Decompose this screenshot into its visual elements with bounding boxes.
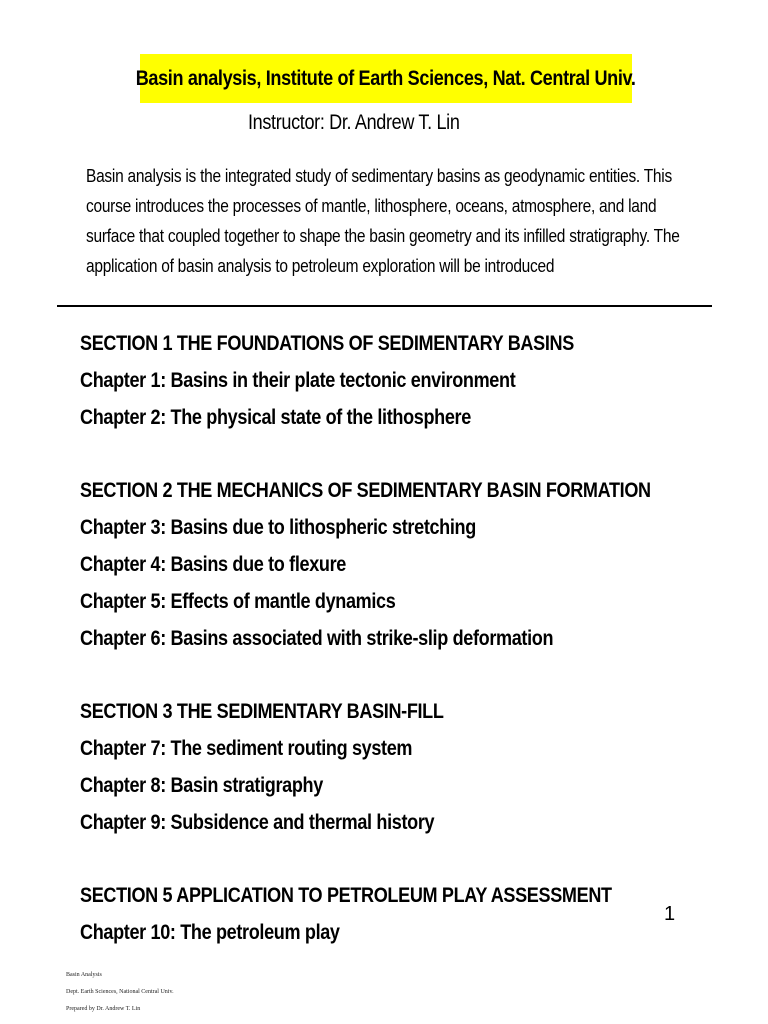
chapter-item: Chapter 10: The petroleum play xyxy=(80,921,340,944)
course-description xyxy=(86,161,688,281)
footer-line: Prepared by Dr. Andrew T. Lin xyxy=(66,1006,141,1012)
footer xyxy=(66,967,174,1018)
description-line: course introduces the processes of mantle, lithosphere, oceans, atmosphere, and land xyxy=(86,196,657,216)
chapter-item: Chapter 5: Effects of mantle dynamics xyxy=(80,590,396,613)
course-outline xyxy=(80,325,651,987)
document-title: Basin analysis, Institute of Earth Sciences, Nat. Central Univ. xyxy=(136,66,636,90)
section-heading: SECTION 2 THE MECHANICS OF SEDIMENTARY BASIN FORMATION xyxy=(80,479,651,502)
section-5 xyxy=(80,877,630,951)
horizontal-divider xyxy=(57,305,712,307)
chapter-item: Chapter 2: The physical state of the lithosphere xyxy=(80,406,471,429)
description-line: surface that coupled together to shape the basin geometry and its infilled stratigraphy. The xyxy=(86,226,680,246)
section-heading: SECTION 3 THE SEDIMENTARY BASIN-FILL xyxy=(80,700,444,723)
page-number: 1 xyxy=(664,903,676,925)
section-heading: SECTION 5 APPLICATION TO PETROLEUM PLAY ASSESSMENT xyxy=(80,884,612,907)
description-line: Basin analysis is the integrated study of sedimentary basins as geodynamic entities. This xyxy=(86,166,672,186)
section-1 xyxy=(80,325,630,436)
section-3 xyxy=(80,693,630,841)
instructor-name: Instructor: Dr. Andrew T. Lin xyxy=(248,111,460,134)
title-banner xyxy=(136,54,636,103)
chapter-item: Chapter 3: Basins due to lithospheric stretching xyxy=(80,516,476,539)
footer-line: Basin Analysis xyxy=(66,972,102,978)
chapter-item: Chapter 4: Basins due to flexure xyxy=(80,553,346,576)
chapter-item: Chapter 6: Basins associated with strike-slip deformation xyxy=(80,627,554,650)
chapter-item: Chapter 7: The sediment routing system xyxy=(80,737,413,760)
chapter-item: Chapter 9: Subsidence and thermal history xyxy=(80,811,435,834)
section-2 xyxy=(80,472,651,657)
section-heading: SECTION 1 THE FOUNDATIONS OF SEDIMENTARY BASINS xyxy=(80,332,574,355)
description-line: application of basin analysis to petroleum exploration will be introduced xyxy=(86,256,555,276)
chapter-item: Chapter 1: Basins in their plate tectonic environment xyxy=(80,369,516,392)
footer-line: Dept. Earth Sciences, National Central Univ. xyxy=(66,989,174,995)
chapter-item: Chapter 8: Basin stratigraphy xyxy=(80,774,323,797)
